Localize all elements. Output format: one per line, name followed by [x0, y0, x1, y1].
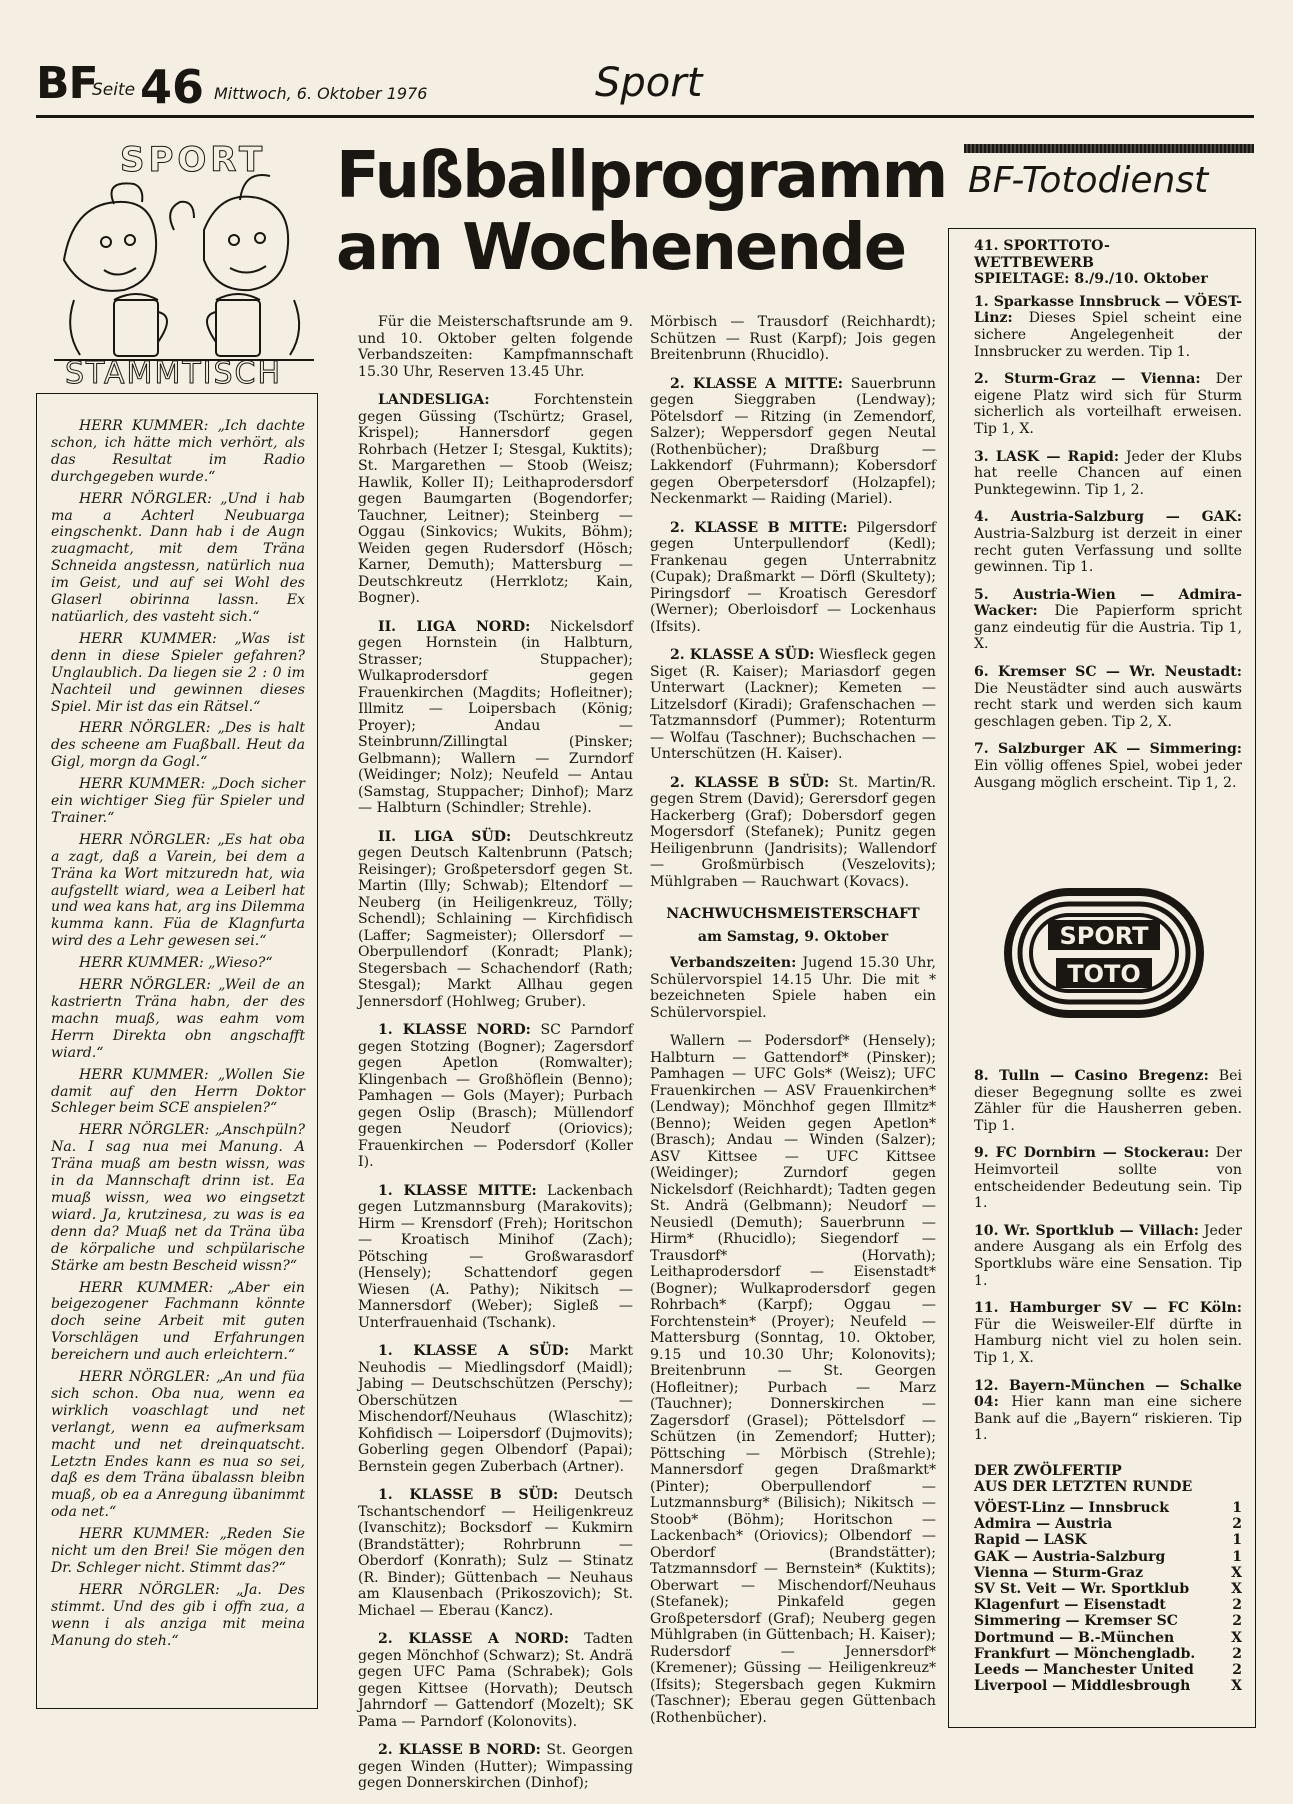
toto-tip — [974, 371, 1242, 437]
league-label: 2. KLASSE B SÜD: — [670, 774, 830, 791]
toto-tip-text: Die Papierform spricht ganz eindeutig für die Austria. Tip 1, X. — [974, 603, 1243, 653]
league-fixtures: St. Martin/R. gegen Strem (David); Gerersdorf gegen Hackerberg (Graf); Dobersdorf gegen Mogersdorf (Stefanek); Punitz gegen Heiligenbrunn (Jandrisits); Wallendorf — Großmürbisch (Veszelovits); Mühlgraben — Rauchwart (Kovacs). — [650, 774, 936, 890]
result-row — [974, 1500, 1242, 1516]
dialogue-paragraph: HERR KUMMER: „Was ist denn in diese Spieler gefahren? Unglaublich. Da liegen sie 2 : 0 im Nachteil und gewinnen dieses Spiel. Mir ist das ein Rätsel.“ — [51, 630, 305, 715]
league-label: 1. KLASSE B SÜD: — [378, 1487, 559, 1503]
league-fixtures: Deutsch Tschantschendorf — Heiligenkreuz (Ivanschitz); Bocksdorf — Kukmirn (Brandstätter); Rohrbrunn — Oberdorf (Konrath); Sulz — Stinatz (R. Binder); Güttenbach — Neuhaus am Klausenbach (Prikoszovich); St. Michael — Eberau (Kancz). — [358, 1487, 634, 1619]
toto-tip-match: 2. Sturm-Graz — Vienna: — [974, 371, 1201, 388]
league-label: II. LIGA NORD: — [378, 618, 531, 635]
toto-tip-text: Jeder andere Ausgang als ein Erfolg des Sportklubs wäre eine Sensation. Tip 1. — [974, 1222, 1242, 1289]
toto-tip-match: 10. Wr. Sportklub — Villach: — [974, 1222, 1199, 1239]
result-row — [974, 1646, 1242, 1662]
results-title-line-2: AUS DER LETZTEN RUNDE — [974, 1479, 1193, 1496]
result-tip: 1 — [1232, 1548, 1242, 1565]
toto-tips-upper — [974, 238, 1242, 802]
cartoon-title-stammtisch: STAMMTISCH — [65, 356, 283, 391]
result-match: Leeds — Manchester United — [974, 1662, 1194, 1679]
toto-tip-match: 8. Tulln — Casino Bregenz: — [974, 1068, 1209, 1084]
toto-tip-text: Die Neustädter sind auch auswärts recht stark und werden sich kaum geschlagen geben. Tip 2, X. — [974, 680, 1242, 730]
dialogue-paragraph: HERR KUMMER: „Wieso?“ — [79, 955, 273, 972]
league-fixtures: Deutschkreutz gegen Deutsch Kaltenbrunn (Patsch; Reisinger); Großpetersdorf gegen St. Martin (Illy; Schwab); Eltendorf — Neuberg (in Heiligenkreuz, Tölly; Schendl); Schlaining — Kirchfidisch (Laffer; Sagmeister); Ollersdorf — Oberpullendorf (Konradt; Plank); Stegersbach — Schachendorf (Rath; Stesgal); Markt Allhau gegen Jennersdorf (Hohlweg; Gruber). — [358, 828, 633, 1010]
result-match: Dortmund — B.-München — [974, 1629, 1175, 1646]
toto-tip-text: Für die Weisweiler-Elf dürfte in Hamburg nicht viel zu holen sein. Tip 1, X. — [974, 1316, 1242, 1366]
nachwuchs-intro-text: Jugend 15.30 Uhr, Schülervorspiel 14.15 Uhr. Die mit * bezeichneten Spiele haben ein Schülervorspiel. — [650, 955, 937, 1021]
league-fixtures: St. Georgen gegen Winden (Hutter); Wimpassing gegen Donnerskirchen (Dinhof); — [358, 1742, 634, 1791]
league-paragraph — [358, 1487, 633, 1619]
league-fixtures: Markt Neuhodis — Miedlingsdorf (Maidl); Jabing — Deutschschützen (Perschy); Oberschützen — Mischendorf/Neuhaus (Wlaschitz); Kohfidisch — Loipersdorf (Dujmovits); Goberling gegen Olbendorf (Papai); Bernstein gegen Zuberbach (Artner). — [358, 1343, 633, 1475]
toto-tip — [974, 664, 1242, 730]
toto-tip-text: Jeder der Klubs hat reelle Chancen auf einen Punktegewinn. Tip 1, 2. — [974, 448, 1242, 498]
toto-tip — [974, 1223, 1242, 1289]
result-match: Frankfurt — Mönchengladb. — [974, 1645, 1196, 1662]
league-paragraph — [650, 647, 936, 763]
result-row — [974, 1532, 1242, 1548]
league-paragraph — [650, 775, 936, 891]
toto-tip-match: 1. Sparkasse Innsbruck — VÖEST-Linz: — [974, 293, 1242, 327]
wettbewerb-title-line-1: 41. SPORTTOTO- — [974, 238, 1110, 254]
results-list — [974, 1500, 1242, 1694]
headline-line-2: am Wochenende — [336, 211, 906, 285]
result-match: VÖEST-Linz — Innsbruck — [974, 1500, 1169, 1517]
stammtisch-dialogue-box — [36, 393, 318, 1709]
result-row — [974, 1613, 1242, 1629]
toto-tip-text: Hier kann man eine sichere Bank auf die „Bayern“ riskieren. Tip 1. — [974, 1394, 1242, 1444]
result-tip: 1 — [1232, 1532, 1242, 1549]
dialogue-paragraph: HERR NÖRGLER: „Anschpüln? Na. I sag nua mei Manung. A Träna muaß am bestn wissn, was in da Mannschaft drinn ist. Ea muaß wissn, wea wo eingsetzt wiard. Ja, krutzinesa, zu was is ea denn da? Muaß net da Träna üba de körpaliche und schpülarische Stärke am bestn Bescheid wissn?“ — [51, 1122, 305, 1274]
league-fixtures: SC Parndorf gegen Stotzing (Bogner); Zagersdorf gegen Apetlon (Romwalter); Klingenbach — Großhöflein (Benno); Pamhagen — Gols (Mayer); Purbach gegen Oslip (Brasch); Müllendorf gegen Neudorf (Oriovics); Frauenkirchen — Podersdorf (Koller I). — [358, 1022, 634, 1170]
league-paragraph — [358, 1343, 633, 1475]
dialogue-paragraph: HERR KUMMER: „Doch sicher ein wichtiger Sieg für Spieler und Trainer.“ — [51, 776, 305, 826]
league-paragraph — [358, 1631, 633, 1730]
result-row — [974, 1549, 1242, 1565]
dialogue-paragraph: HERR KUMMER: „Wollen Sie damit auf den Herrn Doktor Schleger beim SCE anspielen?“ — [51, 1066, 305, 1117]
totodienst-top-bar — [964, 144, 1254, 153]
league-fixtures: Forchtenstein gegen Güssing (Tschürtz; Grasel, Krispel); Hannersdorf gegen Rohrbach (Hetzer I; Stesgal, Kuktits); St. Margarethen — Stoob (Weisz; Hawlik, Koller II); Leithaprodersdorf gegen Baumgarten (Bogendorfer; Tauchner, Leitner); Steinberg — Oggau (Sinkovics; Wukits, Böhm); Weiden gegen Rudersdorf (Hösch; Karner, Demuth); Mattersburg — Deutschkreutz (Herrklotz; Kain, Bogner). — [358, 392, 633, 606]
toto-tip-match: 4. Austria-Salzburg — GAK: — [974, 509, 1242, 526]
nachwuchs-intro — [650, 955, 936, 1021]
toto-tips-lower — [974, 1068, 1242, 1695]
toto-tip-match: 5. Austria-Wien — Admira-Wacker: — [974, 586, 1242, 620]
league-label: 2. KLASSE A MITTE: — [670, 375, 843, 392]
spieltage: SPIELTAGE: 8./9./10. Oktober — [974, 271, 1208, 288]
toto-tip-match: 3. LASK — Rapid: — [974, 448, 1120, 465]
toto-tip-match: 11. Hamburger SV — FC Köln: — [974, 1300, 1242, 1317]
league-label: 2. KLASSE B MITTE: — [670, 519, 848, 536]
cartoon-title-sport: SPORT — [120, 140, 267, 180]
result-match: Liverpool — Middlesbrough — [974, 1678, 1191, 1695]
toto-tip-text: Der eigene Platz wird sich für Sturm sicherlich als vorteilhaft erweisen. Tip 1, X. — [974, 371, 1242, 437]
league-label: 2. KLASSE B NORD: — [378, 1742, 541, 1758]
dialogue-paragraph: HERR KUMMER: „Aber ein beigezogener Fachmann könnte doch seine Arbeit mit guten Vorschlägen und Erfahrungen bereichern und auch erleichtern.“ — [51, 1279, 305, 1364]
league-label: 2. KLASSE A NORD: — [378, 1631, 569, 1647]
dialogue-paragraph: HERR KUMMER: „Reden Sie nicht um den Brei! Sie mögen den Dr. Schleger nicht. Stimmt das?“ — [51, 1526, 305, 1576]
result-tip: 2 — [1232, 1662, 1242, 1679]
toto-tip-text: Bei dieser Begegnung sollte es zwei Zähler für die Hausherren geben. Tip 1. — [974, 1068, 1242, 1134]
issue-date: Mittwoch, 6. Oktober 1976 — [214, 84, 428, 103]
result-match: SV St. Veit — Wr. Sportklub — [974, 1581, 1190, 1598]
nachwuchs-games: Wallern — Podersdorf* (Hensely); Halbturn — Gattendorf* (Pinsker); Pamhagen — UFC Gols* (Weisz); UFC Frauenkirchen — ASV Frauenkirchen* (Lendway); Mönchhof gegen Illmitz* (Benno); Weiden gegen Apetlon* (Brasch); Andau — Winden (Salzer); ASV Kittsee — UFC Kittsee (Weidinger); Zurndorf gegen Nickelsdorf (Reichhardt); Tadten gegen St. Andrä (Gelbmann); Neudorf — Neusiedl (Demuth); Sauerbrunn — Hirm* (Rhucidlo); Siegendorf — Trausdorf* (Horvath); Leithaprodersdorf — Eisenstadt* (Bogner); Wulkaprodersdorf gegen Rohrbach* (Karpf); Oggau — Forchtenstein* (Proyer); Neufeld — Mattersburg (Sonntag, 10. Oktober, 9.15 und 10.30 Uhr; Kolonovits); Breitenbrunn — St. Georgen (Hofleitner); Purbach — Marz (Tauchner); Donnerskirchen — Zagersdorf (Grasel); Pöttelsdorf — Schützen (in Zemendorf; Hutter); Pöttsching — Mörbisch (Strehle); Mannersdorf gegen Draßmarkt* (Pinter); Oberpullendorf — Lutzmannsburg* (Bilisich); Nikitsch — Stoob* (Böhm); Horitschon — Lackenbach* (Oriovics); Olbendorf — Oberdorf (Brandstätter); Tatzmannsdorf — Bernstein* (Kuktits); Oberwart — Mischendorf/Neuhaus (Stefanek); Pinkafeld gegen Großpetersdorf (Graf); Neuberg gegen Mühlgraben (in Güttenbach; H. Kaiser); Rudersdorf — Jennersdorf* (Kremener); Güssing — Heiligenkreuz* (Ifsits); Stegersbach gegen Kukmirn (Taschner); Eberau gegen Güttenbach (Rothenbücher). — [650, 1033, 936, 1726]
continued-paragraph: Mörbisch — Trausdorf (Reichhardt); Schützen — Rust (Karpf); Jois gegen Breitenbrunn (Rhucidlo). — [650, 314, 936, 363]
fixtures-column-1 — [358, 314, 633, 1804]
toto-tip — [974, 449, 1242, 499]
result-row — [974, 1581, 1242, 1597]
dialogue-paragraph: HERR NÖRGLER: „Weil de an kastriertn Träna habn, der des machn muaß, was eahm vom Herrn Direkta obn angschafft wiard.“ — [51, 977, 305, 1061]
toto-tip — [974, 1378, 1242, 1444]
league-paragraph — [358, 619, 633, 817]
toto-tip — [974, 587, 1242, 653]
dialogue-paragraph: HERR NÖRGLER: „Ja. Des stimmt. Und des gib i offn zua, a wenn i als anziga mit meina Manung do steh.“ — [51, 1581, 305, 1649]
result-row — [974, 1597, 1242, 1613]
logo-text-toto: TOTO — [1067, 960, 1141, 988]
nachwuchs-title: NACHWUCHSMEISTERSCHAFT — [666, 906, 920, 922]
nachwuchs-label: Verbandszeiten: — [670, 955, 797, 971]
toto-tip-match: 6. Kremser SC — Wr. Neustadt: — [974, 664, 1242, 681]
league-label: 1. KLASSE NORD: — [378, 1022, 531, 1038]
league-paragraph — [358, 1022, 633, 1171]
result-tip: 2 — [1232, 1645, 1242, 1662]
toto-tip-match: 12. Bayern-München — Schalke 04: — [974, 1377, 1242, 1411]
league-label: LANDESLIGA: — [378, 392, 490, 408]
page-label: Seite — [92, 80, 136, 100]
league-paragraph — [358, 1742, 633, 1792]
fixtures-column-2 — [650, 314, 936, 1738]
dialogue-paragraph: HERR NÖRGLER: „An und füa sich schon. Oba nua, wenn ea wirklich voaschlagt und net verlangt, wenn ea aufmerksam macht und net dreinquatscht. Letztn Endes kann es nua so sei, daß es dem Träna übalassn bleibn muaß, ob ea a Anregung übanimmt oda net.“ — [51, 1369, 305, 1521]
result-tip: X — [1231, 1678, 1242, 1695]
section-title: Sport — [595, 60, 703, 106]
result-tip: X — [1231, 1629, 1242, 1646]
result-match: GAK — Austria-Salzburg — [974, 1548, 1166, 1565]
toto-tip — [974, 741, 1242, 791]
sport-toto-logo — [1004, 888, 1204, 1018]
result-tip: 2 — [1232, 1613, 1242, 1630]
result-match: Klagenfurt — Eisenstadt — [974, 1597, 1166, 1614]
page-number: 46 — [140, 60, 205, 114]
newspaper-logo: BF — [36, 58, 98, 109]
result-match: Simmering — Kremser SC — [974, 1613, 1178, 1630]
league-paragraph — [358, 392, 633, 607]
result-row — [974, 1662, 1242, 1678]
result-match: Admira — Austria — [974, 1516, 1113, 1533]
logo-text-sport: SPORT — [1059, 922, 1149, 950]
result-match: Rapid — LASK — [974, 1532, 1087, 1549]
toto-tip — [974, 1145, 1242, 1211]
league-fixtures: Wiesfleck gegen Siget (R. Kaiser); Mariasdorf gegen Unterwart (Lackner); Kemeten — Litzelsdorf (Kiradi); Grafenschachen — Tatzmannsdorf (Pummer); Rotenturm — Wolfau (Taschner); Buchschachen — Unterschützen (H. Kaiser). — [650, 647, 937, 762]
league-label: 1. KLASSE MITTE: — [378, 1182, 537, 1199]
league-label: 1. KLASSE A SÜD: — [378, 1343, 570, 1359]
result-match: Vienna — Sturm-Graz — [974, 1564, 1144, 1581]
toto-tip — [974, 1300, 1242, 1366]
toto-tip — [974, 1068, 1242, 1134]
result-row — [974, 1565, 1242, 1581]
league-label: 2. KLASSE A SÜD: — [670, 647, 815, 663]
league-fixtures: Sauerbrunn gegen Sieggraben (Lendway); Pötelsdorf — Ritzing (in Zemendorf, Salzer); Weppersdorf gegen Neutal (Rothenbücher); Draßburg — Lakkendorf (Fuhrmann); Kobersdorf gegen Oberpetersdorf (Holzapfel); Neckenmarkt — Raiding (Mariel). — [650, 375, 936, 507]
result-row — [974, 1630, 1242, 1646]
league-fixtures: Tadten gegen Mönchhof (Schwarz); St. Andrä gegen UFC Pama (Schrabek); Gols gegen Kittsee (Horvath); Deutsch Jahrndorf — Gattendorf (Mozelt); SK Pama — Parndorf (Kolonovits). — [358, 1631, 633, 1730]
toto-tip-text: Dieses Spiel scheint eine sichere Angelegenheit der Innsbrucker zu werden. Tip 1. — [974, 310, 1242, 360]
header-rule — [36, 115, 1254, 118]
wettbewerb-title-line-2: WETTBEWERB — [974, 254, 1094, 271]
league-fixtures: Nickelsdorf gegen Hornstein (in Halbturn, Strasser; Stuppacher); Wulkaprodersdorf gegen Frauenkirchen (Magdits; Hofleitner); Illmitz — Loipersbach (König; Proyer); Andau — Steinbrunn/Zillingtal (Pinsker; Gelbmann); Wallern — Zurndorf (Weidinger; Nolz); Neufeld — Antau (Samstag, Stuppacher; Dinhof); Marz — Halbturn (Schindler; Strehle). — [358, 618, 633, 816]
nachwuchs-date: am Samstag, 9. Oktober — [697, 928, 889, 945]
league-paragraph — [358, 1183, 633, 1332]
toto-tip — [974, 294, 1242, 360]
result-tip: X — [1231, 1581, 1242, 1598]
toto-tip-text: Ein völlig offenes Spiel, wobei jeder Ausgang möglich erscheint. Tip 1, 2. — [974, 758, 1242, 791]
article-headline — [336, 139, 947, 285]
league-fixtures: Pilgersdorf gegen Unterpullendorf (Kedl); Frankenau gegen Unterrabnitz (Cupak); Draßmarkt — Dörfl (Skultety); Piringsdorf — Kroatisch Geresdorf (Werner); Oberloisdorf — Lockenhaus (Ifsits). — [650, 519, 936, 635]
toto-tip-text: Der Heimvorteil sollte von entscheidender Bedeutung sein. Tip 1. — [974, 1145, 1243, 1212]
result-row — [974, 1678, 1242, 1694]
toto-tip-match: 7. Salzburger AK — Simmering: — [974, 741, 1242, 758]
toto-tip — [974, 509, 1242, 575]
league-label: II. LIGA SÜD: — [378, 828, 512, 845]
league-paragraph — [650, 520, 936, 636]
dialogue-paragraph: HERR NÖRGLER: „Es hat oba a zagt, daß a Varein, bei dem a Träna ka Wort mitzuredn hat, wia aufgstellt wiard, wea a Leiberl hat und wea kans hat, arg ins Dilemma kumma kann. Füa de Klagnfurta wird des a Lehr gewesen sei.“ — [51, 831, 305, 950]
results-title-line-1: DER ZWÖLFERTIP — [974, 1462, 1122, 1479]
dialogue-paragraph: HERR NÖRGLER: „Des is halt des scheene am Fuaßball. Heut da Gigl, morgn da Gogl.“ — [51, 720, 305, 771]
result-tip: X — [1231, 1564, 1242, 1581]
league-fixtures: Lackenbach gegen Lutzmannsburg (Marakovits); Hirm — Krensdorf (Freh); Horitschon — Kroatisch Minihof (Zach); Pötsching — Großwarasdorf (Hensely); Schattendorf gegen Wiesen (A. Pathy); Nikitsch — Mannersdorf (Weber); Sigleß — Unterfrauenhaid (Tschank). — [358, 1182, 633, 1331]
result-tip: 1 — [1232, 1500, 1242, 1517]
dialogue-paragraph: HERR KUMMER: „Ich dachte schon, ich hätte mich verhört, als das Resultat im Radio durchgegeben wurde.“ — [51, 418, 305, 485]
intro-paragraph: Für die Meisterschaftsrunde am 9. und 10. Oktober gelten folgende Verbandszeiten: Kampfmannschaft 15.30 Uhr, Reserven 13.45 Uhr. — [358, 314, 633, 380]
totodienst-title: BF-Totodienst — [968, 160, 1209, 201]
result-row — [974, 1516, 1242, 1532]
league-paragraph — [358, 829, 633, 1011]
result-tip: 2 — [1232, 1597, 1242, 1614]
toto-tip-match: 9. FC Dornbirn — Stockerau: — [974, 1145, 1210, 1162]
result-tip: 2 — [1232, 1516, 1242, 1533]
dialogue-paragraph: HERR NÖRGLER: „Und i hab ma a Achterl Neubuarga eingschenkt. Dann hab i de Augn zuagmacht, mit dem Träna Schneida angstessn, natürlich nua im Geist, und auf sei Wohl des Glaserl obirinna lassn. Ex natüarlich, des vasteht sich.“ — [51, 490, 305, 625]
toto-tip-text: Austria-Salzburg ist derzeit in einer recht guten Verfassung und sollte gewinnen. Tip 1. — [974, 525, 1242, 576]
league-paragraph — [650, 376, 936, 508]
headline-line-1: Fußballprogramm — [336, 139, 947, 213]
